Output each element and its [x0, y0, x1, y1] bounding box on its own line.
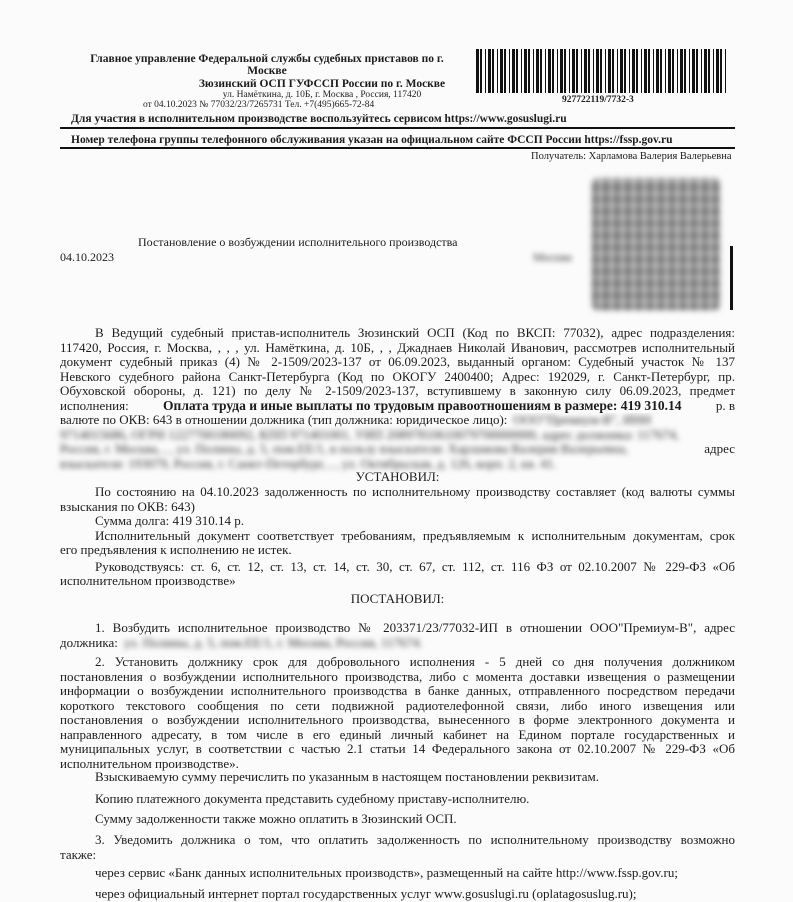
- statement-1: Взыскиваемую сумму перечислить по указанным в настоящем постановлении реквизитам.: [95, 769, 599, 784]
- item-2-line: информации о возбуждении исполнительного производства в банке данных, отправленного посредством передачи: [60, 683, 735, 698]
- statement-2: Копию платежного документа представить судебному приставу-исполнителю.: [95, 791, 530, 806]
- subject-line: [60, 399, 735, 414]
- item-3: [60, 833, 735, 862]
- item-1-line: 1. Возбудить исполнительное производство № 203371/23/77032-ИП в отношении ООО"Премиум-В", адрес: [95, 620, 735, 635]
- established-line: его предъявления к исполнению не истек.: [60, 542, 292, 557]
- item-1: [60, 621, 735, 650]
- established-line: Исполнительный документ соответствует требованиям, предъявляемым к исполнительным документам, срок: [95, 527, 735, 543]
- payment-option-2: через официальный интернет портал государственных услуг www.gosuslugi.ru (oplatagosuslug.ru);: [95, 886, 637, 901]
- item-2-line: постановления о возбуждении исполнительного производства, вынесенного в форме электронного документа и: [60, 712, 735, 727]
- doc-city: Москва: [533, 250, 572, 264]
- established-block: [60, 485, 735, 589]
- ref-line: от 04.10.2023 № 77032/23/7265731 Тел. +7(495)665-72-84: [143, 100, 375, 110]
- item-1-blurred: ул. Полины, д. 5, пом.ЕЕ/1, г. Москва, Россия, 117674.: [123, 634, 423, 650]
- established-heading: УСТАНОВИЛ:: [355, 469, 440, 484]
- divider-top: [60, 127, 735, 129]
- doc-date: 04.10.2023: [60, 250, 114, 264]
- claimant-address: взыскателя: 193079, Россия, г. Санкт-Петербург, , , ул. Октябрьская, д. 126, корп. 2, кв. 41.: [60, 456, 557, 471]
- legal-basis: исполнительном производстве»: [60, 573, 236, 588]
- item-2: [60, 655, 735, 771]
- item-2-line: исполнительном производстве».: [60, 755, 239, 771]
- org-line1: Главное управление Федеральной службы судебных приставов по г.: [90, 53, 444, 65]
- claimant-name: Россия, г. Москва, , , ул. Полины, д. 5, пом.ЕЕ/1, в пользу взыскателя: Харламова Валерия Валерьевна,: [60, 442, 628, 456]
- item-3-line: 3. Уведомить должника о том, что оплатить задолженность по исполнительному производству возможно: [95, 832, 735, 847]
- debtor-name: ООО"Премиум-В", ИНН: [513, 413, 652, 427]
- intro-paragraph: [60, 326, 735, 471]
- debtor-details: 9714015686, ОГРН 1227700180092, КПП 971401001, УИП 20897810610079700000000, адрес должника: 117674,: [60, 427, 680, 442]
- debtor-type: валюте по ОКВ: 643 в отношении должника (тип должника: юридическое лицо):: [60, 413, 508, 427]
- established-line: По состоянию на 04.10.2023 задолженность по исполнительному производству составляет (код валюты суммы: [95, 484, 735, 499]
- phone-notice: Номер телефона группы телефонного обслуживания указан на официальном сайте ФССП России https://fssp.gov.ru: [71, 134, 673, 146]
- qr-code-icon: [592, 178, 720, 310]
- resolved-heading: ПОСТАНОВИЛ:: [350, 591, 445, 606]
- barcode-icon: [476, 49, 728, 93]
- osp-name: Зюзинский ОСП ГУФССП России по г. Москве: [198, 78, 446, 90]
- claimant-line: [60, 442, 735, 457]
- item-1-address: [60, 636, 735, 651]
- item-2-line: 2. Установить должнику срок для добровольного исполнения - 5 дней со дня получения должником: [95, 654, 735, 669]
- intro-line: 117420, Россия, г. Москва, , , , ул. Намёткина, д. 10Б, , , Джаднаев Николай Иванович, рассмотрев исполнительный: [60, 339, 735, 355]
- debt-amount: Сумма долга: 419 310.14 р.: [95, 513, 244, 528]
- recipient: Получатель: Харламова Валерия Валерьевна: [531, 151, 732, 162]
- item-2-line: постановления о возбуждении исполнительного производства, либо с момента доставки извещения о размещении: [60, 668, 735, 684]
- intro-line: В Ведущий судебный пристав-исполнитель Зюзинский ОСП (Код по ВКСП: 77032), адрес подразделения:: [95, 325, 735, 340]
- subject-prefix: исполнения:: [60, 397, 129, 413]
- debtor-line: [60, 413, 735, 428]
- org-line2: Москве: [247, 64, 287, 77]
- gosuslugi-notice: Для участия в исполнительном производстве воспользуйтесь сервисом https://www.gosuslugi.ru: [71, 113, 567, 125]
- legal-basis: Руководствуясь: ст. 6, ст. 12, ст. 13, ст. 14, ст. 30, ст. 67, ст. 112, ст. 116 ФЗ от 02.10.2007 № 229-ФЗ «Об: [95, 558, 735, 574]
- osp-address: ул. Намёткина, д. 10Б, г. Москва , Россия, 117420: [222, 90, 422, 100]
- established-line: взыскания по ОКВ: 643): [60, 498, 195, 514]
- doc-title: Постановление о возбуждении исполнительного производства: [138, 235, 458, 249]
- subject-suffix: р. в: [715, 397, 735, 413]
- org-name: [62, 54, 472, 77]
- item-3-line: также:: [60, 846, 97, 862]
- claimant-tail: адрес: [704, 441, 735, 456]
- intro-line: документ судебный приказ (4) № 2-1509/2023-137 от 06.09.2023, выданный органом: Судебный участок № 137: [60, 354, 735, 369]
- subject-amount: Оплата труда и иные выплаты по трудовым правоотношениям в размере: 419 310.14: [163, 397, 682, 413]
- statement-3: Сумму задолженности также можно оплатить в Зюзинский ОСП.: [95, 811, 457, 826]
- intro-line: Невского судебного района Санкт-Петербурга (Код по ОКОГУ 2400400; Адрес: 192029, г. Санкт-Петербург, пр.: [60, 368, 735, 384]
- frame-mark: [730, 246, 733, 310]
- item-2-line: муниципальных услуг, в соответствии с частью 2.1 статьи 14 Федерального закона от 02.10.2007 № 229-ФЗ «Об: [60, 741, 735, 756]
- divider-bottom: [60, 147, 735, 149]
- payment-option-1: через сервис «Банк данных исполнительных производств», размещенный на сайте http://www.fssp.gov.ru;: [95, 865, 678, 880]
- barcode-number: 927722119/7732-3: [562, 95, 634, 105]
- item-2-line: направленного адресату, в том числе в его единый личный кабинет на Едином портале государственных и: [60, 726, 735, 742]
- item-2-line: короткого текстового сообщения по сети подвижной радиотелефонной связи, либо иного извещения или: [60, 697, 735, 713]
- intro-line: Обуховской обороны, д. 121) по делу № 2-1509/2023-137, вступившему в законную силу 06.09.2023, предмет: [60, 383, 735, 398]
- item-1-prefix: должника:: [60, 634, 118, 650]
